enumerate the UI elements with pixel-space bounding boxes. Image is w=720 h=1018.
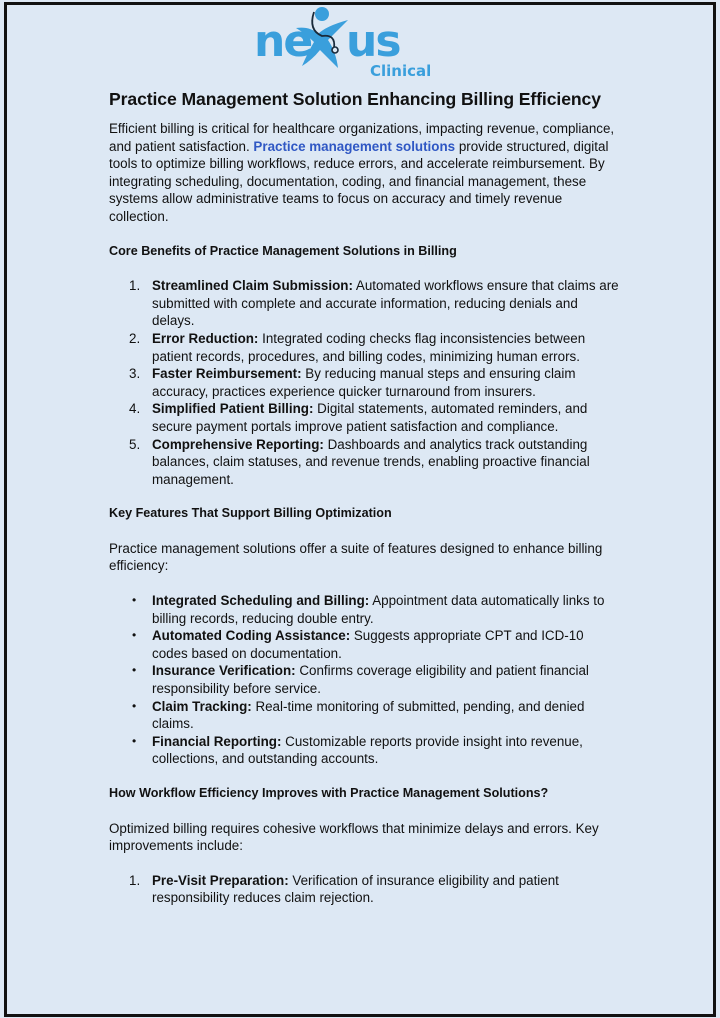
list-item: [109, 592, 619, 627]
list-number: 2.: [129, 330, 141, 346]
intro-text-after: provide structured, digital tools to optimize billing workflows, reduce errors, and accelerate reimbursement. By integrating scheduling, documentation, coding, and financial management, these systems allow administrative teams to focus on accuracy and timely revenue collection.: [109, 138, 609, 224]
logo-text-ne: ne: [254, 16, 312, 67]
nexus-clinical-logo: [252, 6, 448, 80]
list-item: [109, 330, 619, 365]
list-item-term: Pre-Visit Preparation:: [152, 872, 289, 888]
list-number: 1.: [129, 278, 141, 294]
list-item-term: Insurance Verification:: [152, 663, 296, 679]
list-number: 4.: [129, 401, 141, 417]
list-item-term: Claim Tracking:: [152, 698, 252, 714]
list-item: [109, 400, 619, 435]
workflow-improvements-list: [109, 872, 619, 907]
document-body: [109, 88, 619, 924]
intro-paragraph: [109, 120, 619, 226]
list-number: 5.: [129, 436, 141, 452]
list-item-term: Simplified Patient Billing:: [152, 401, 314, 417]
list-item-term: Streamlined Claim Submission:: [152, 278, 353, 294]
section-heading-core-benefits: Core Benefits of Practice Management Solutions in Billing: [109, 243, 457, 258]
list-item: [109, 698, 619, 733]
list-number: 1.: [129, 872, 141, 888]
list-item-text: Customizable reports provide insight into revenue, collections, and outstanding accounts.: [152, 733, 583, 767]
list-item-term: Error Reduction:: [152, 330, 259, 346]
intro-text-before: Efficient billing is critical for healthcare organizations, impacting revenue, compliance, and patient satisfaction.: [109, 121, 615, 154]
list-item-text: Real-time monitoring of submitted, pending, and denied claims.: [152, 698, 585, 732]
list-item-text: Confirms coverage eligibility and patient financial responsibility before service.: [152, 663, 589, 697]
practice-management-link[interactable]: Practice management solutions: [253, 138, 456, 154]
logo-text-us: us: [346, 16, 400, 67]
core-benefits-list: [109, 277, 619, 488]
list-item-text: Automated workflows ensure that claims are submitted with complete and accurate information, reducing denials and delays.: [152, 278, 619, 329]
bullet-icon: •: [132, 733, 137, 748]
list-item: [109, 662, 619, 697]
list-item: [109, 733, 619, 768]
list-item: [109, 277, 619, 330]
list-item-text: Appointment data automatically links to billing records, reducing double entry.: [152, 593, 605, 626]
list-item-text: Suggests appropriate CPT and ICD-10 codes based on documentation.: [152, 628, 584, 661]
list-item-text: By reducing manual steps and ensuring claim accuracy, practices experience quicker turnaround from insurers.: [152, 366, 576, 399]
page-title: Practice Management Solution Enhancing Billing Efficiency: [109, 89, 601, 109]
list-item: [109, 872, 619, 907]
list-item-term: Financial Reporting:: [152, 733, 282, 749]
list-item: [109, 627, 619, 662]
section-heading-workflow-efficiency: How Workflow Efficiency Improves with Practice Management Solutions?: [109, 786, 549, 800]
list-item-term: Comprehensive Reporting:: [152, 436, 324, 452]
logo-subtitle: Clinical: [370, 62, 432, 80]
list-item-text: Dashboards and analytics track outstanding balances, claim statuses, and revenue trends, enabling proactive financial management.: [152, 436, 590, 487]
logo-mark-icon: [252, 6, 448, 80]
key-features-intro: Practice management solutions offer a suite of features designed to enhance billing efficiency:: [109, 540, 603, 574]
bullet-icon: •: [132, 698, 137, 713]
list-item-term: Integrated Scheduling and Billing:: [152, 593, 370, 609]
list-number: 3.: [129, 366, 141, 382]
key-features-list: [109, 592, 619, 768]
list-item-term: Faster Reimbursement:: [152, 366, 302, 382]
list-item-text: Digital statements, automated reminders, and secure payment portals improve patient satisfaction and compliance.: [152, 401, 588, 434]
bullet-icon: •: [132, 628, 137, 643]
section-heading-key-features: Key Features That Support Billing Optimization: [109, 506, 392, 521]
list-item-text: Integrated coding checks flag inconsistencies between patient records, procedures, and billing codes, minimizing human errors.: [152, 330, 586, 364]
list-item: [109, 365, 619, 400]
bullet-icon: •: [132, 593, 137, 608]
bullet-icon: •: [132, 663, 137, 678]
list-item-text: Verification of insurance eligibility and patient responsibility reduces claim rejection.: [152, 872, 559, 906]
list-item-term: Automated Coding Assistance:: [152, 628, 351, 644]
list-item: [109, 436, 619, 489]
workflow-intro: Optimized billing requires cohesive workflows that minimize delays and errors. Key improvements include:: [109, 820, 599, 854]
